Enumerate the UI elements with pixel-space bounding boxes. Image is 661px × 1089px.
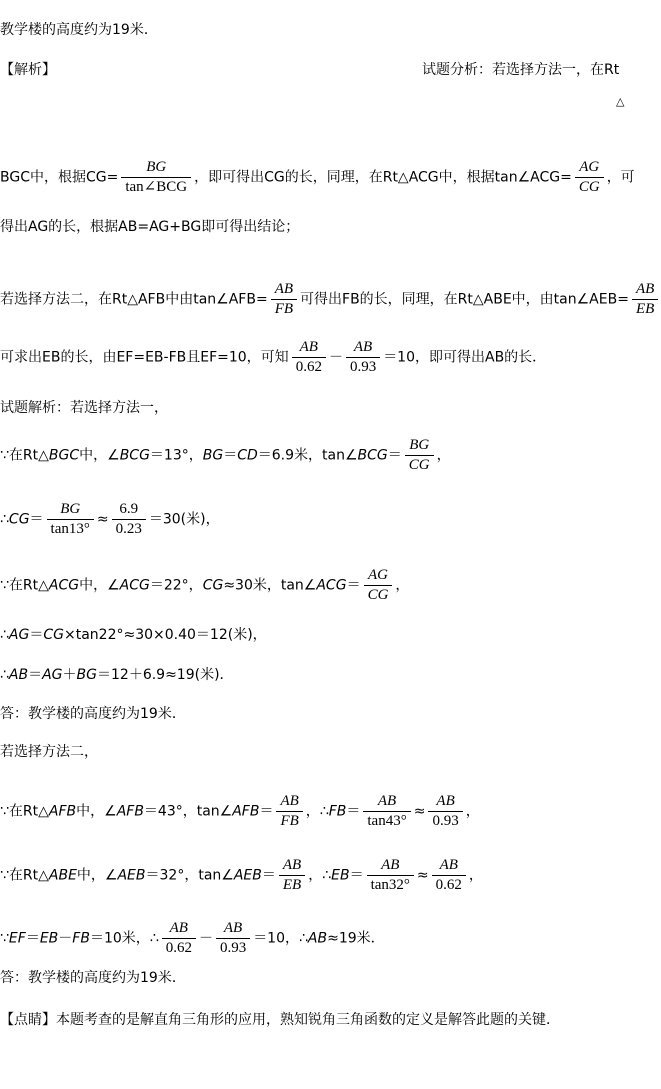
fraction: $\frac{6.9}{0.23}$ xyxy=(112,500,146,539)
fraction: $\frac{BG}{\text{tan∠BCG}}$ xyxy=(121,158,191,197)
analysis-heading: 【解析】 xyxy=(0,62,56,78)
fraction: $\frac{AB}{\tan 43^\circ}$ xyxy=(363,792,410,831)
fraction: $\frac{AB}{\tan 32^\circ}$ xyxy=(367,856,414,895)
solution-step: ∵在Rt△BGC中，∠BCG＝13°，BG＝CD＝6.9米，tan∠BCG＝ $\frac{BG}{CG}$ ， xyxy=(0,437,451,473)
fraction: $\frac{AB}{FB}$ xyxy=(276,792,302,831)
solution-step: ∵EF＝EB－FB＝10米，∴ $\frac{AB}{0.62}$ － $\frac{AB}{0.93}$ ＝10，∴AB≈19米． xyxy=(0,920,385,956)
conclusion-line: 答：教学楼的高度约为19米． xyxy=(0,970,186,986)
solution-step: ∵在Rt△ABE中，∠AEB＝32°，tan∠AEB＝ $\frac{AB}{EB}$ ，∴EB＝ $\frac{AB}{\tan 32^\circ}$ ≈ $\frac{AB}{0.62}$ ， xyxy=(0,857,483,893)
conclusion-line: 答：教学楼的高度约为19米． xyxy=(0,706,186,722)
solution-step: ∵在Rt△AFB中，∠AFB＝43°，tan∠AFB＝ $\frac{AB}{FB}$ ，∴FB＝ $\frac{AB}{\tan 43^\circ}$ ≈ $\frac{AB}{0.93}$ ， xyxy=(0,793,480,829)
analysis-intro: 试题分析：若选择方法一，在Rt xyxy=(422,62,620,78)
fraction: $\frac{BG}{\tan 13^\circ}$ xyxy=(47,500,94,539)
analysis-method-one: BGC中，根据CG= $\frac{BG}{\text{tan∠BCG}}$ ，即可得出CG的长，同理，在Rt△ACG中，根据tan∠ACG= $\frac{AG}{CG}$ ，可 xyxy=(0,159,635,195)
fraction: $\frac{AB}{0.62}$ xyxy=(292,338,326,377)
solution-step: ∴AG＝CG×tan22°≈30×0.40＝12(米)， xyxy=(0,627,267,643)
answer-line: 教学楼的高度约为19米． xyxy=(0,22,158,38)
fraction: $\frac{AB}{EB}$ xyxy=(279,856,305,895)
analysis-method-one-cont: 得出AG的长，根据AB=AG+BG即可得出结论； xyxy=(0,219,300,235)
fraction: $\frac{AB}{0.93}$ xyxy=(216,919,250,958)
analysis-method-two-cont: 可求出EB的长，由EF=EB-FB且EF=10，可知 $\frac{AB}{0.62}$ － $\frac{AB}{0.93}$ ＝10，即可得出AB的长． xyxy=(0,339,547,375)
solution-step: ∴AB＝AG＋BG＝12＋6.9≈19(米)． xyxy=(0,667,234,683)
analysis-method-two: 若选择方法二，在Rt△AFB中由tan∠AFB= $\frac{AB}{FB}$ 可得出FB的长，同理，在Rt△ABE中，由tan∠AEB= $\frac{AB}{EB}$ xyxy=(0,280,661,319)
solution-heading: 试题解析：若选择方法一， xyxy=(0,400,168,416)
key-point: 【点睛】本题考查的是解直角三角形的应用，熟知锐角三角函数的定义是解答此题的关键． xyxy=(0,1012,560,1028)
fraction: $\frac{AB}{FB}$ xyxy=(271,280,297,319)
fraction: $\frac{AB}{0.93}$ xyxy=(428,792,462,831)
fraction: $\frac{AB}{EB}$ xyxy=(632,280,658,319)
fraction: $\frac{AG}{CG}$ xyxy=(575,158,604,197)
method-two-heading: 若选择方法二， xyxy=(0,744,98,760)
fraction: $\frac{AB}{0.62}$ xyxy=(432,856,466,895)
fraction: $\frac{AB}{0.93}$ xyxy=(346,338,380,377)
solution-step: ∵在Rt△ACG中，∠ACG＝22°，CG≈30米，tan∠ACG＝ $\frac{AG}{CG}$ ， xyxy=(0,567,410,603)
solution-step: ∴CG＝ $\frac{BG}{\tan 13^\circ}$ ≈ $\frac{6.9}{0.23}$ ＝30(米)， xyxy=(0,501,220,537)
fraction: $\frac{AG}{CG}$ xyxy=(364,566,393,605)
triangle-symbol: △ xyxy=(616,95,625,108)
fraction: $\frac{AB}{0.62}$ xyxy=(162,919,196,958)
fraction: $\frac{BG}{CG}$ xyxy=(405,436,434,475)
